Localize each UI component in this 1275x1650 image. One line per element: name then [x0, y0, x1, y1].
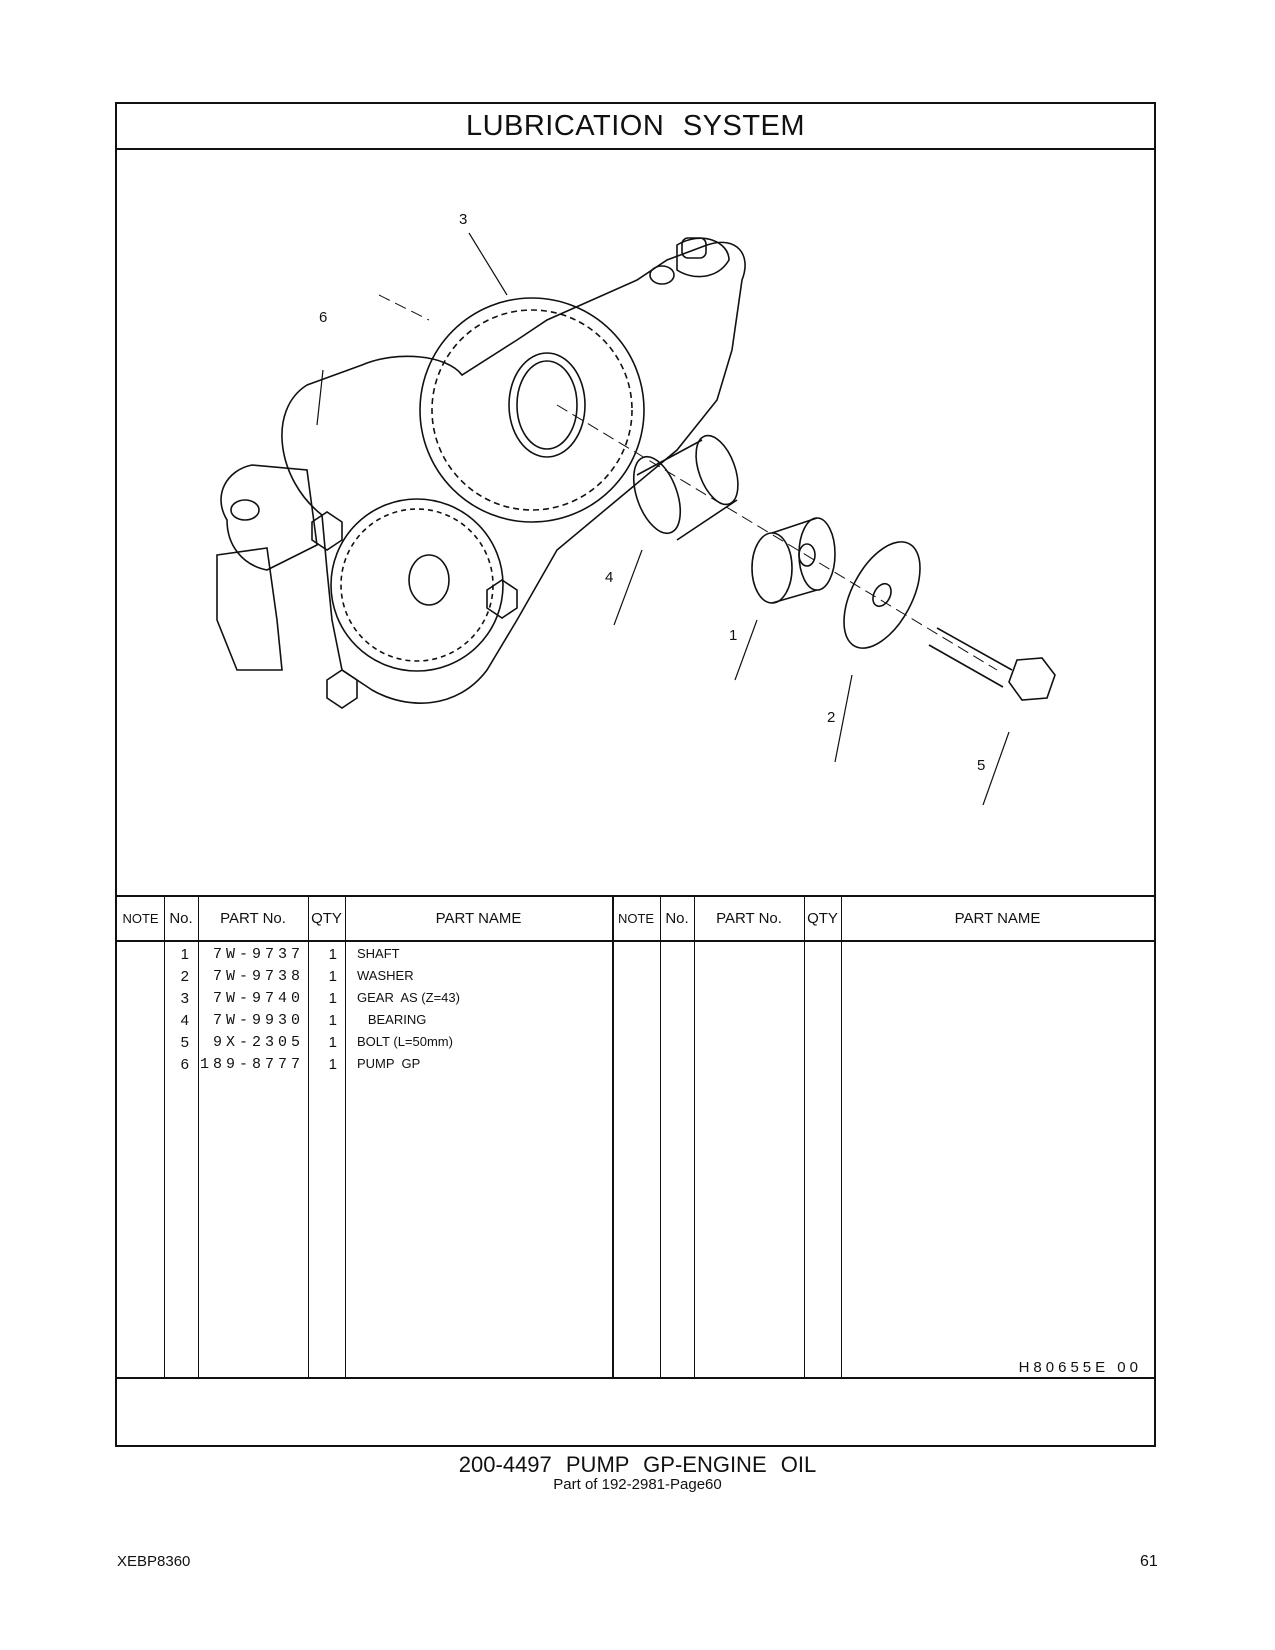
row-part-no: 7W-9738: [212, 968, 304, 985]
large-gear-outer: [420, 298, 644, 522]
parts-page-frame: [115, 102, 1156, 1447]
row-part-name: WASHER: [357, 968, 414, 983]
row-no: 3: [180, 990, 189, 1007]
page-number: 61: [1140, 1553, 1158, 1570]
row-part-name: SHAFT: [357, 946, 400, 961]
shaft-body: [772, 518, 817, 603]
flange-hole: [231, 500, 259, 520]
leader-2: [835, 675, 852, 762]
centerline-2: [557, 405, 997, 670]
housing-port: [217, 548, 282, 670]
header-qty-left: QTY: [311, 910, 342, 927]
document-code: XEBP8360: [117, 1553, 191, 1570]
large-gear-bore: [509, 353, 585, 457]
header-partname-left: PART NAME: [435, 910, 522, 927]
callout-4: 4: [605, 569, 614, 586]
row-no: 5: [180, 1034, 189, 1051]
row-qty: 1: [328, 946, 337, 963]
large-gear-teeth: [432, 310, 632, 510]
row-no: 1: [180, 946, 189, 963]
header-no-right: No.: [665, 910, 689, 927]
row-part-name: BEARING: [357, 1012, 427, 1027]
header-note-right: NOTE: [617, 911, 655, 926]
boss-hole: [650, 266, 674, 284]
row-qty: 1: [328, 1012, 337, 1029]
header-partno-left: PART No.: [220, 910, 286, 927]
row-part-name: GEAR AS (Z=43): [357, 990, 460, 1005]
leader-4: [614, 550, 642, 625]
row-no: 6: [180, 1056, 189, 1073]
caption-title: 200-4497 PUMP GP-ENGINE OIL: [458, 1452, 817, 1477]
illustration-code: H80655E 00: [1018, 1359, 1142, 1376]
row-part-no: 7W-9740: [212, 990, 304, 1007]
section-title: LUBRICATION SYSTEM: [465, 109, 806, 142]
row-qty: 1: [328, 1034, 337, 1051]
callout-6: 6: [319, 309, 328, 326]
row-part-no: 7W-9737: [212, 946, 304, 963]
oil-pump-drawing: [117, 150, 1154, 895]
row-qty: 1: [328, 968, 337, 985]
bolt-head: [1009, 658, 1055, 700]
leader-6: [317, 370, 323, 425]
header-qty-right: QTY: [807, 910, 838, 927]
callout-1: 1: [729, 627, 738, 644]
row-part-no: 7W-9930: [212, 1012, 304, 1029]
small-gear-outer: [331, 499, 503, 671]
caption-subtitle: Part of 192-2981-Page60: [553, 1476, 722, 1493]
housing-bolt-3: [327, 670, 357, 708]
row-part-no: 9X-2305: [212, 1034, 304, 1051]
header-note-left: NOTE: [122, 911, 159, 926]
large-gear-bore-inner: [517, 361, 577, 449]
row-qty: 1: [328, 990, 337, 1007]
row-part-name: BOLT (L=50mm): [357, 1034, 453, 1049]
bearing-back: [688, 430, 746, 510]
row-part-no: 189-8777: [199, 1056, 304, 1073]
washer-outer: [828, 530, 935, 661]
leader-5: [983, 732, 1009, 805]
section-title-band: [117, 104, 1154, 150]
header-no-left: No.: [169, 910, 193, 927]
header-partname-right: PART NAME: [954, 910, 1041, 927]
row-part-name: PUMP GP: [357, 1056, 421, 1071]
centerline-1: [379, 295, 429, 320]
header-partno-right: PART No.: [716, 910, 782, 927]
exploded-view-illustration: [117, 150, 1154, 895]
row-no: 2: [180, 968, 189, 985]
parts-list-table: [117, 895, 1154, 1379]
leader-1: [735, 620, 757, 680]
row-no: 4: [180, 1012, 189, 1029]
callout-3: 3: [459, 211, 468, 228]
callout-5: 5: [977, 757, 986, 774]
small-gear-hub: [409, 555, 449, 605]
bolt-shank: [929, 628, 1012, 687]
row-qty: 1: [328, 1056, 337, 1073]
leader-3: [469, 233, 507, 295]
small-gear-teeth: [341, 509, 493, 661]
shaft-front: [752, 533, 792, 603]
callout-2: 2: [827, 709, 836, 726]
